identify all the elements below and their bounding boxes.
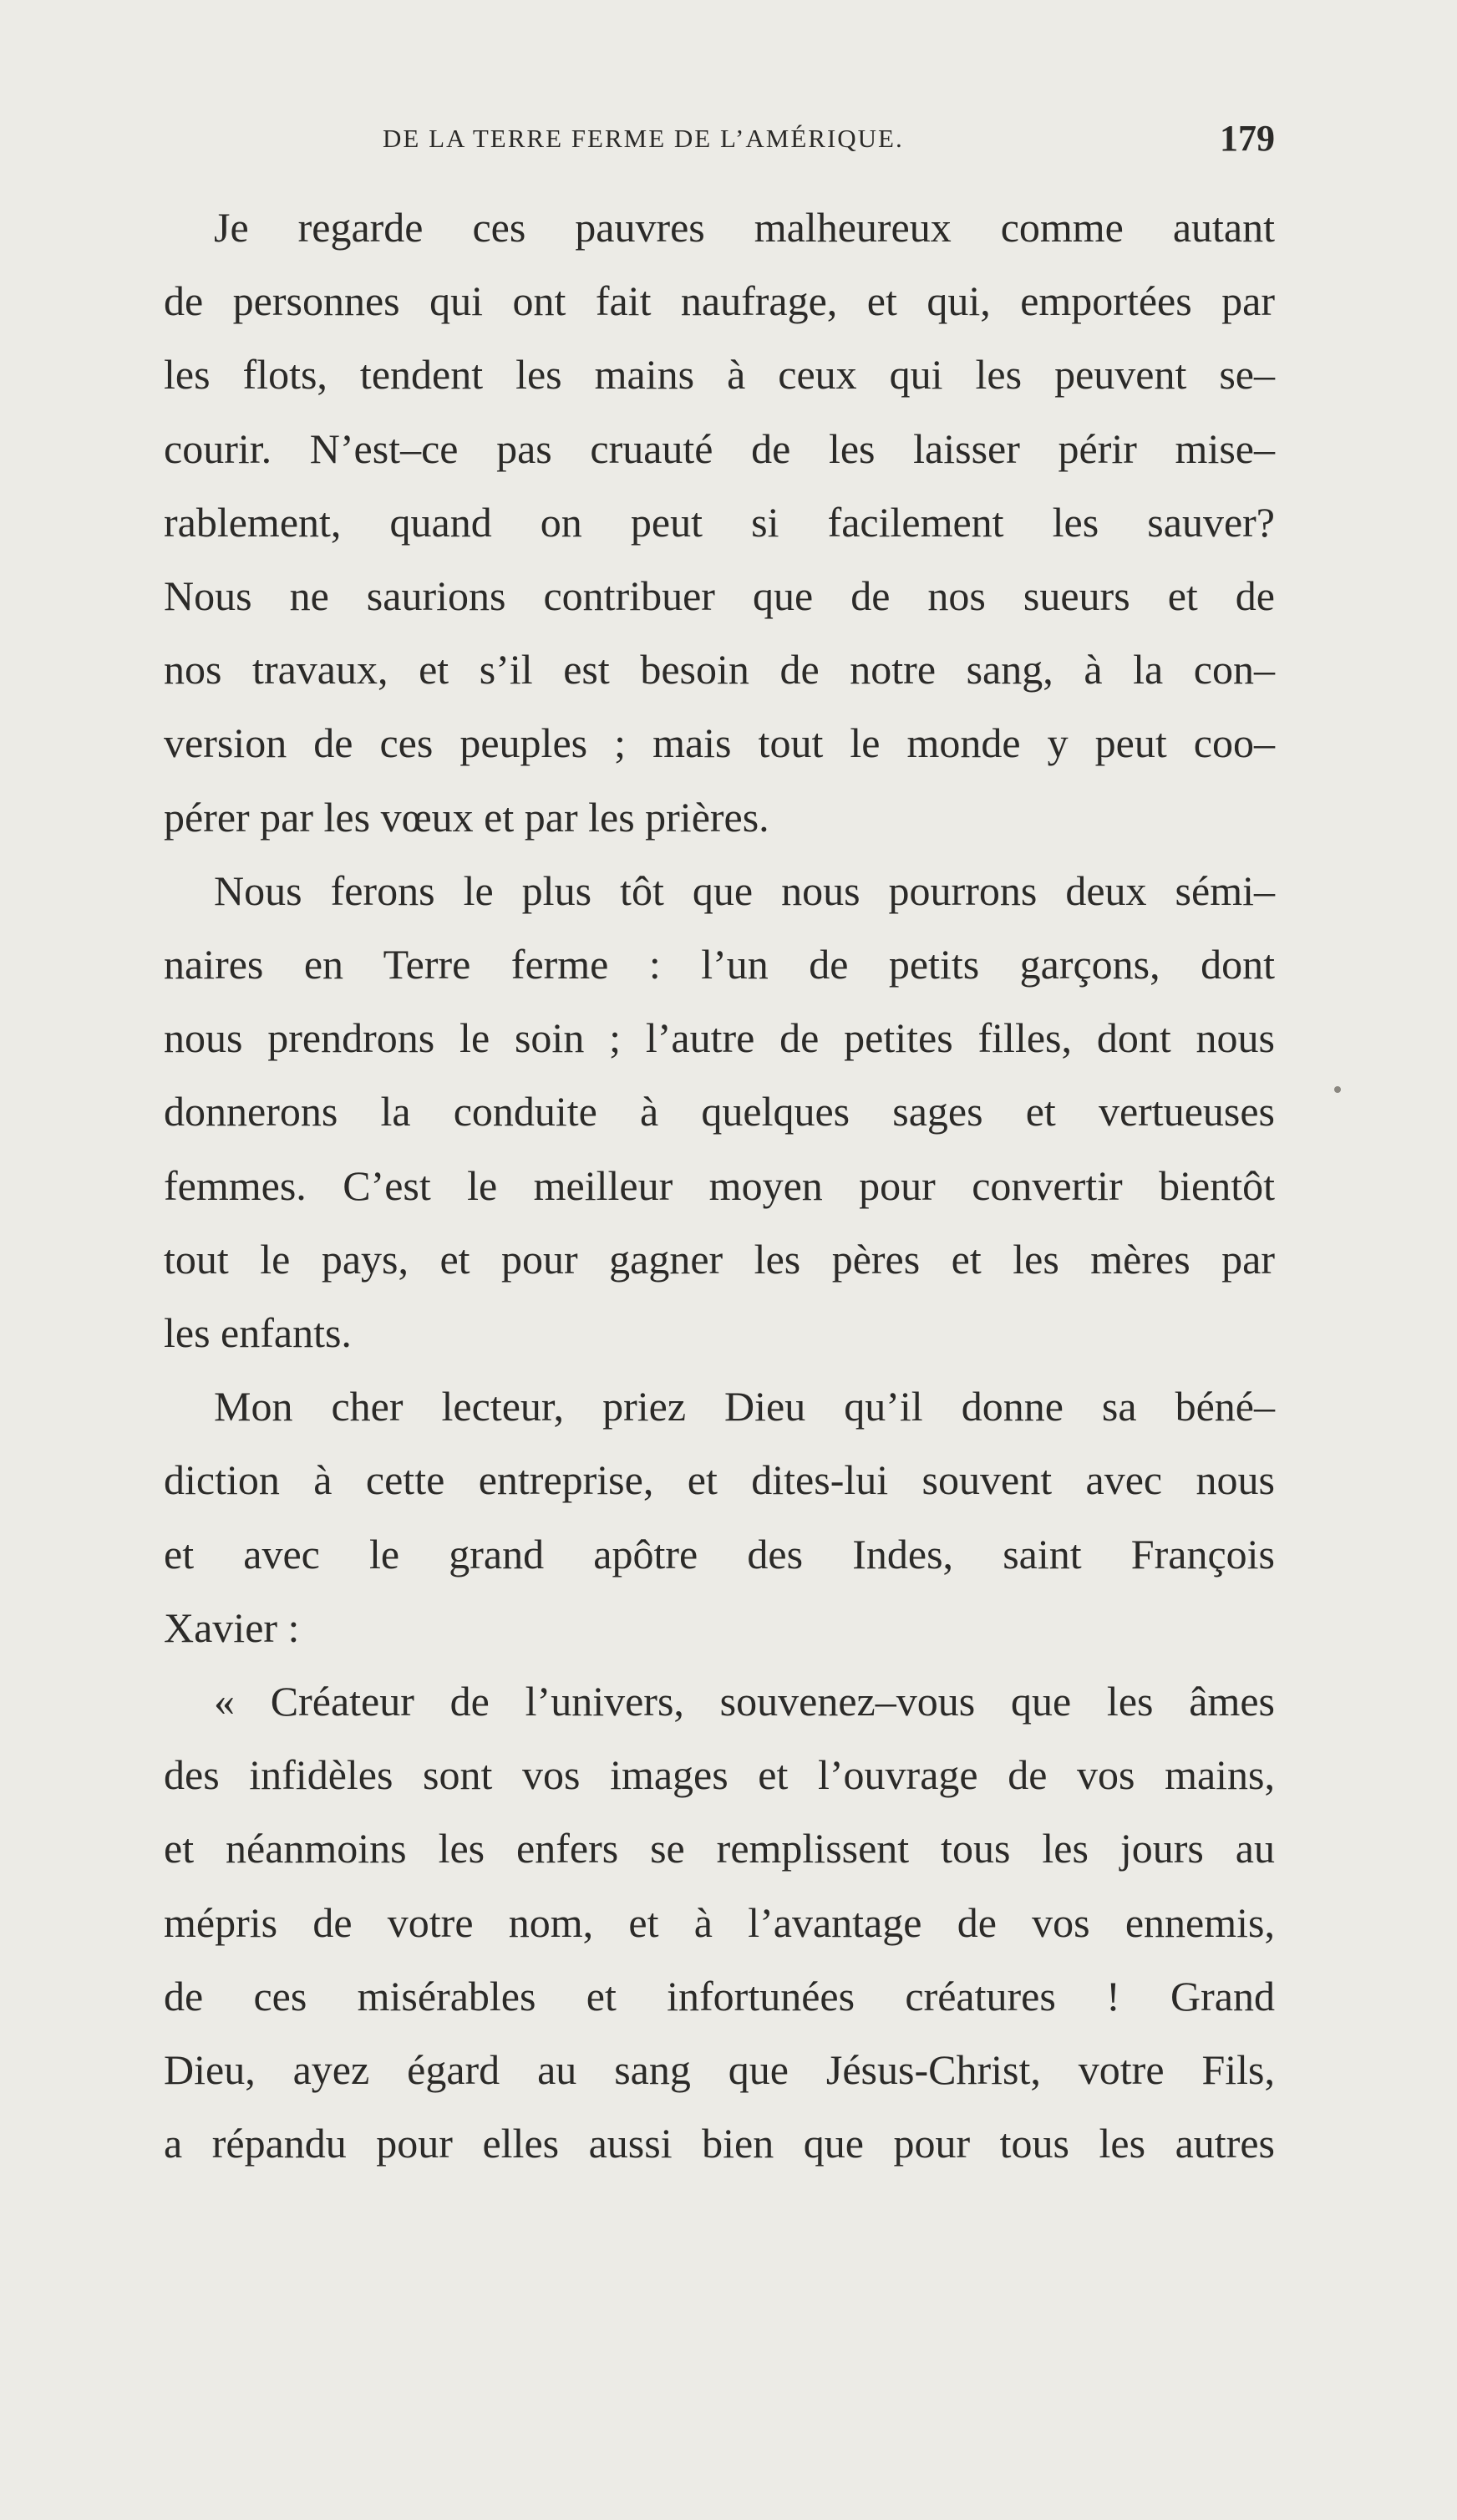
text-line: nous prendrons le soin ; l’autre de petites filles, dont nous	[164, 1014, 1275, 1062]
text-line: des infidèles sont vos images et l’ouvrage de vos mains,	[164, 1751, 1275, 1799]
page-number: 179	[1220, 118, 1275, 159]
text-line: rablement, quand on peut si facilement les sauver?	[164, 498, 1275, 546]
running-title: DE LA TERRE FERME DE L’AMÉRIQUE.	[383, 124, 904, 153]
text-line: a répandu pour elles aussi bien que pour tous les autres	[164, 2120, 1275, 2167]
text-line: mépris de votre nom, et à l’avantage de vos ennemis,	[164, 1898, 1275, 1946]
text-line: de ces misérables et infortunées créatures ! Grand	[164, 1972, 1275, 2020]
paper-speck	[1334, 1086, 1341, 1093]
text-line: Nous ne saurions contribuer que de nos sueurs et de	[164, 572, 1275, 620]
running-head	[164, 117, 1275, 167]
text-line: « Créateur de l’univers, souvenez–vous que les âmes	[214, 1678, 1275, 1725]
text-line: de personnes qui ont fait naufrage, et qui, emportées par	[164, 277, 1275, 325]
text-line: naires en Terre ferme : l’un de petits garçons, dont	[164, 941, 1275, 988]
text-line: et néanmoins les enfers se remplissent tous les jours au	[164, 1825, 1275, 1872]
text-line: diction à cette entreprise, et dites-lui souvent avec nous	[164, 1456, 1275, 1504]
text-line: courir. N’est–ce pas cruauté de les laisser périr mise–	[164, 424, 1275, 472]
text-line: les flots, tendent les mains à ceux qui les peuvent se–	[164, 351, 1275, 399]
text-line: pérer par les vœux et par les prières.	[164, 793, 769, 841]
text-line: Dieu, ayez égard au sang que Jésus-Christ, votre Fils,	[164, 2046, 1275, 2094]
text-line: Mon cher lecteur, priez Dieu qu’il donne sa béné–	[214, 1383, 1275, 1430]
text-line: les enfants.	[164, 1309, 352, 1357]
text-line: Xavier :	[164, 1603, 300, 1651]
text-line: femmes. C’est le meilleur moyen pour convertir bientôt	[164, 1161, 1275, 1209]
text-line: et avec le grand apôtre des Indes, saint François	[164, 1530, 1275, 1578]
text-line: tout le pays, et pour gagner les pères et les mères par	[164, 1235, 1275, 1283]
text-line: Je regarde ces pauvres malheureux comme autant	[214, 204, 1275, 251]
text-line: Nous ferons le plus tôt que nous pourrons deux sémi–	[214, 866, 1275, 914]
body-text	[164, 191, 1275, 2180]
text-line: donnerons la conduite à quelques sages et vertueuses	[164, 1088, 1275, 1136]
text-line: nos travaux, et s’il est besoin de notre sang, à la con–	[164, 646, 1275, 694]
text-line: version de ces peuples ; mais tout le monde y peut coo–	[164, 719, 1275, 767]
